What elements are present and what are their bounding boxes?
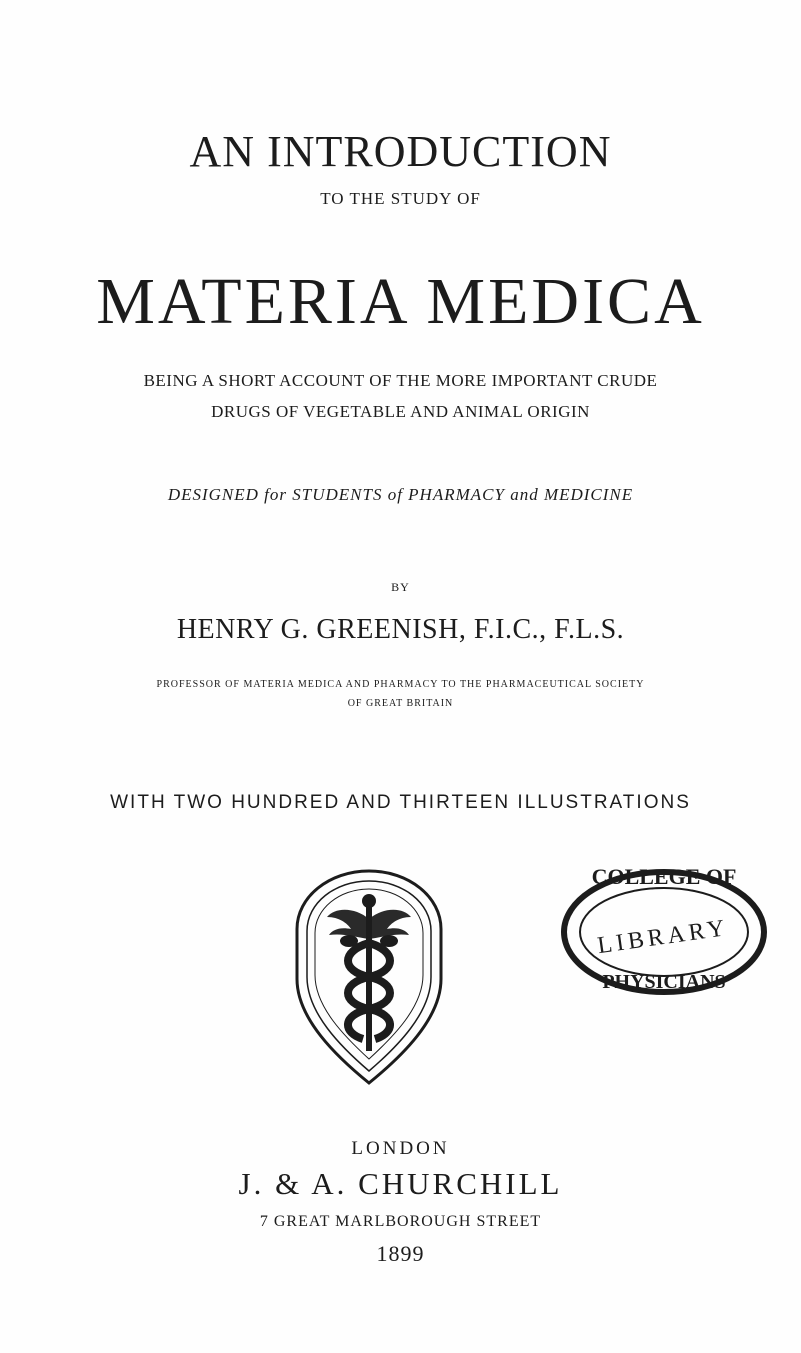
subtitle-line-1: BEING A SHORT ACCOUNT OF THE MORE IMPORTANT CRUDE <box>143 371 658 390</box>
imprint-city: LONDON <box>351 1138 450 1159</box>
by-label: BY <box>391 580 410 594</box>
caduceus-shield-icon <box>289 867 449 1094</box>
title-line-1: AN INTRODUCTION <box>189 127 612 176</box>
stamp-middle-text: LIBRARY <box>595 915 731 960</box>
library-stamp-icon <box>552 860 772 1005</box>
stamp-bottom-text: PHYSICIANS <box>602 971 726 993</box>
title-line-2: TO THE STUDY OF <box>320 189 481 208</box>
author-position-line-1: PROFESSOR OF MATERIA MEDICA AND PHARMACY TO THE PHARMACEUTICAL SOCIETY <box>156 679 645 690</box>
designed-for-line: DESIGNED for STUDENTS of PHARMACY and MEDICINE <box>167 485 634 504</box>
publisher-name: J. & A. CHURCHILL <box>238 1166 563 1201</box>
subtitle-line-2: DRUGS OF VEGETABLE AND ANIMAL ORIGIN <box>211 402 590 421</box>
publisher-address: 7 GREAT MARLBOROUGH STREET <box>259 1213 542 1230</box>
illustrations-line: WITH TWO HUNDRED AND THIRTEEN ILLUSTRATIONS <box>110 792 691 813</box>
main-title: MATERIA MEDICA <box>96 265 705 338</box>
author-position-line-2: OF GREAT BRITAIN <box>347 698 454 709</box>
author-name: HENRY G. GREENISH, F.I.C., F.L.S. <box>176 614 625 645</box>
stamp-top-text: COLLEGE OF <box>591 864 737 889</box>
publication-year: 1899 <box>376 1241 425 1266</box>
